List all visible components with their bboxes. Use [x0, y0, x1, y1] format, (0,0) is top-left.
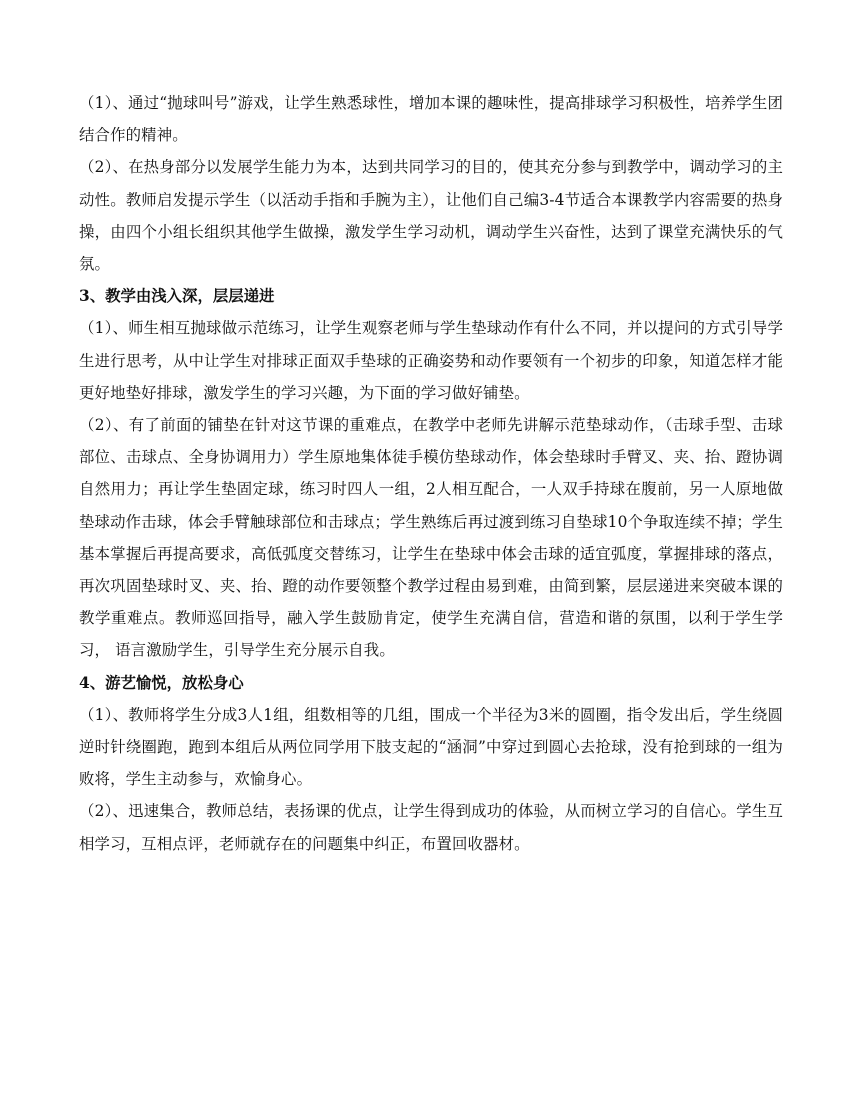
paragraph-circle-game: （1）、教师将学生分成3人1组，组数相等的几组，围成一个半径为3米的圆圈，指令发出后，学生绕圆逆时针绕圈跑，跑到本组后从两位同学用下肢支起的“涵洞”中穿过到圆心去抢球，没有抢到球的一组为败将，学生主动参与，欢愉身心。	[79, 705, 783, 789]
section-heading-3: 3、教学由浅入深，层层递进	[79, 287, 275, 306]
paragraph-game-warmup: （1）、通过“抛球叫号”游戏，让学生熟悉球性，增加本课的趣味性，提高排球学习积极性，培养学生团结合作的精神。	[79, 94, 783, 145]
paragraph-warmup-exercises: （2）、在热身部分以发展学生能力为本，达到共同学习的目的，使其充分参与到教学中，调动学习的主动性。教师启发提示学生（以活动手指和手腕为主），让他们自己编3-4节适合本课教学内容需要的热身操，由四个小组长组织其他学生做操，激发学生学习动机，调动学生兴奋性，达到了课堂充满快乐的气氛。	[79, 158, 783, 274]
document-body	[79, 87, 783, 860]
paragraph-key-points: （2）、有了前面的铺垫在针对这节课的重难点，在教学中老师先讲解示范垫球动作，（击球手型、击球部位、击球点、全身协调用力）学生原地集体徒手模仿垫球动作，体会垫球时手臂叉、夹、抬、蹬协调自然用力；再让学生垫固定球，练习时四人一组，2人相互配合，一人双手持球在腹前，另一人原地做垫球动作击球，体会手臂触球部位和击球点；学生熟练后再过渡到练习自垫球10个争取连续不掉；学生基本掌握后再提高要求，高低弧度交替练习，让学生在垫球中体会击球的适宜弧度，掌握排球的落点，再次巩固垫球时叉、夹、抬、蹬的动作要领整个教学过程由易到难，由简到繁，层层递进来突破本课的教学重难点。教师巡回指导，融入学生鼓励肯定，使学生充满自信，营造和谐的氛围，以利于学生学习， 语言激励学生，引导学生充分展示自我。	[79, 416, 783, 660]
paragraph-summary: （2）、迅速集合，教师总结，表扬课的优点，让学生得到成功的体验，从而树立学习的自信心。学生互相学习，互相点评，老师就存在的问题集中纠正，布置回收器材。	[79, 802, 783, 853]
paragraph-demo-practice: （1）、师生相互抛球做示范练习，让学生观察老师与学生垫球动作有什么不同，并以提问的方式引导学生进行思考，从中让学生对排球正面双手垫球的正确姿势和动作要领有一个初步的印象，知道怎样才能更好地垫好排球，激发学生的学习兴趣，为下面的学习做好铺垫。	[79, 319, 783, 402]
section-heading-4: 4、游艺愉悦，放松身心	[79, 673, 244, 692]
